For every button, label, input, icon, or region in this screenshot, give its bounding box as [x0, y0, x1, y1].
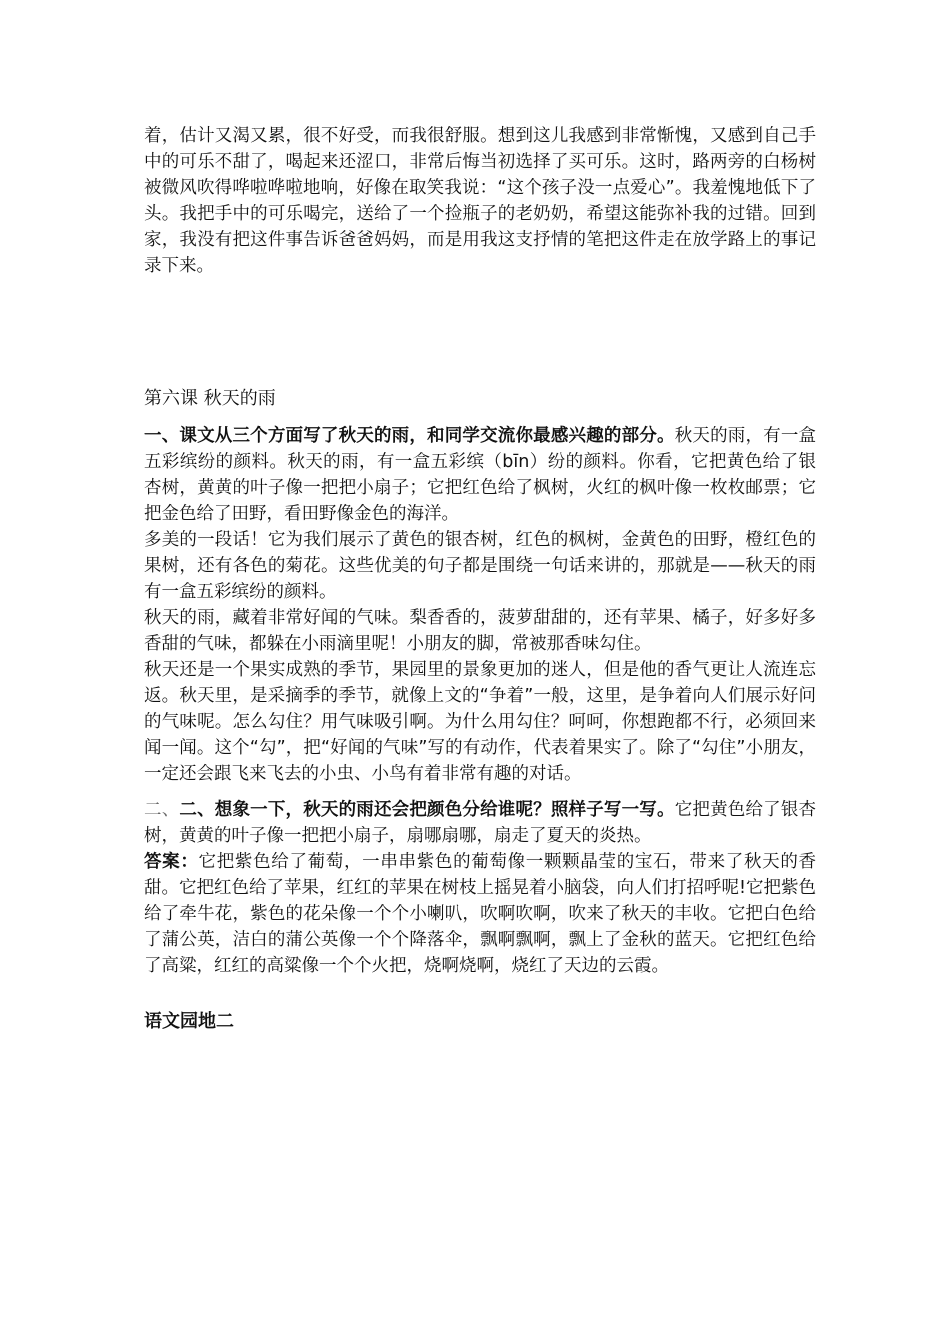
story-paragraph: 着，估计又渴又累，很不好受，而我很舒服。想到这儿我感到非常惭愧，又感到自己手中的可乐不甜了，喝起来还涩口，非常后悔当初选择了买可乐。这时，路两旁的白杨树被微风吹得哗啦哗啦地响，好像在取笑我说：“这个孩子没一点爱心”。我羞愧地低下了头。我把手中的可乐喝完，送给了一个捡瓶子的老奶奶，希望这能弥补我的过错。回到家，我没有把这件事告诉爸爸妈妈，而是用我这支抒情的笔把这件走在放学路上的事记录下来。 — [144, 126, 816, 276]
q1-paragraph-3: 秋天的雨，藏着非常好闻的气味。梨香香的，菠萝甜甜的，还有苹果、橘子，好多好多香甜的气味，都躲在小雨滴里呢！小朋友的脚，常被那香味勾住。 — [144, 608, 816, 654]
q1-paragraph-2: 多美的一段话！它为我们展示了黄色的银杏树，红色的枫树，金黄色的田野，橙红色的果树，还有各色的菊花。这些优美的句子都是围绕一句话来讲的，那就是——秋天的雨有一盒五彩缤纷的颜料。 — [144, 530, 816, 602]
lesson-title: 第六课 秋天的雨 — [144, 388, 276, 409]
lesson-q1-section — [144, 423, 816, 787]
q2-answer-paragraph — [144, 849, 816, 979]
q1-answer-intro: 秋天的雨，有一盒五彩缤纷的颜料。秋天的雨，有一盒五彩缤（bīn）纷的颜料。你看，它把黄色给了银杏树，黄黄的叶子像一把把小扇子；它把红色给了枫树，火红的枫叶像一枚枚邮票；它把金色给了田野，看田野像金色的海洋。 — [144, 426, 817, 524]
q1-question: 一、课文从三个方面写了秋天的雨，和同学交流你最感兴趣的部分。 — [144, 426, 675, 446]
q2-example: 它把黄色给了银杏树，黄黄的叶子像一把把小扇子，扇哪扇哪，扇走了夏天的炎热。 — [144, 800, 817, 846]
q2-question: 二、想象一下，秋天的雨还会把颜色分给谁呢？照样子写一写。 — [179, 800, 675, 820]
q1-paragraph-4: 秋天还是一个果实成熟的季节，果园里的景象更加的迷人，但是他的香气更让人流连忘返。秋天里，是采摘季的季节，就像上文的“争着”一般，这里，是争着向人们展示好问的气味呢。怎么勾住？用气味吸引啊。为什么用勾住？呵呵，你想跑都不行，必须回来闻一闻。这个“勾”，把“好闻的气味”写的有动作，代表着果实了。除了“勾住”小朋友，一定还会跟飞来飞去的小虫、小鸟有着非常有趣的对话。 — [144, 660, 816, 784]
lesson-q2-section — [144, 797, 816, 979]
q2-paragraph — [144, 797, 816, 849]
q1-paragraph — [144, 423, 816, 527]
q2-answer: 它把紫色给了葡萄，一串串紫色的葡萄像一颗颗晶莹的宝石，带来了秋天的香甜。它把红色给了苹果，红红的苹果在树枝上摇晃着小脑袋，向人们打招呼呢!它把紫色给了牵牛花，紫色的花朵像一个个小喇叭，吹啊吹啊，吹来了秋天的丰收。它把白色给了蒲公英，洁白的蒲公英像一个个降落伞，飘啊飘啊，飘上了金秋的蓝天。它把红色给了高粱，红红的高粱像一个个火把，烧啊烧啊，烧红了天边的云霞。 — [144, 852, 817, 976]
section-title-garden: 语文园地二 — [144, 1011, 234, 1032]
q2-prefix: 二、 — [144, 800, 180, 820]
answer-label: 答案： — [144, 852, 199, 872]
